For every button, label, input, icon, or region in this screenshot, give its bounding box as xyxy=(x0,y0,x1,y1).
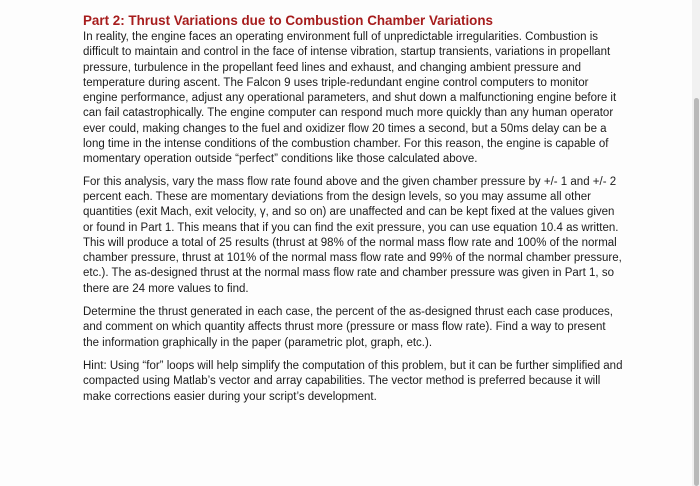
paragraph-hint: Hint: Using “for” loops will help simplify the computation of this problem, but it can be further simplified and compacted using Matlab’s vector and array capabilities. The vector method is preferred because it will make corrections easier during your script’s development. xyxy=(83,359,623,403)
paragraph-task: Determine the thrust generated in each case, the percent of the as-designed thrust each case produces, and comment on which quantity affects thrust more (pressure or mass flow rate). Find a way to present the information graphically in the paper (parametric plot, graph, etc.). xyxy=(83,306,613,349)
paragraph-analysis: For this analysis, vary the mass flow rate found above and the given chamber pressure by +/- 1 and +/- 2 percent each. These are momentary deviations from the design levels, so you may assume all other quantities (exit Mach, exit velocity, γ, and so on) are unaffected and can be kept fixed at the values given or found in Part 1. This means that if you can find the exit pressure, you can use equation 10.4 as written. This will produce a total of 25 results (thrust at 98% of the normal mass flow rate and 100% of the normal chamber pressure, thrust at 101% of the normal mass flow rate and 99% of the normal chamber pressure, etc.). The as-designed thrust at the normal mass flow rate and chamber pressure was given in Part 1, so there are 24 more values to find. xyxy=(83,175,622,295)
document-content xyxy=(83,13,623,413)
section-heading: Part 2: Thrust Variations due to Combustion Chamber Variations xyxy=(83,13,493,28)
scrollbar-thumb[interactable] xyxy=(694,98,699,486)
paragraph-intro: In reality, the engine faces an operating environment full of unpredictable irregularities. Combustion is difficult to maintain and control in the face of intense vibration, startup transients, variations in propellant pressure, turbulence in the propellant feed lines and exhaust, and changing ambient pressure and temperature during ascent. The Falcon 9 uses triple-redundant engine control computers to monitor engine performance, adjust any operational parameters, and shut down a malfunctioning engine before it can fail catastrophically. The engine computer can respond much more quickly than any human operator ever could, making changes to the fuel and oxidizer flow 20 times a second, but a 50ms delay can be a long time in the intense conditions of the combustion chamber. For this reason, the engine is capable of momentary operation outside “perfect” conditions like those calculated above. xyxy=(83,31,617,166)
vertical-scrollbar[interactable] xyxy=(692,0,700,486)
